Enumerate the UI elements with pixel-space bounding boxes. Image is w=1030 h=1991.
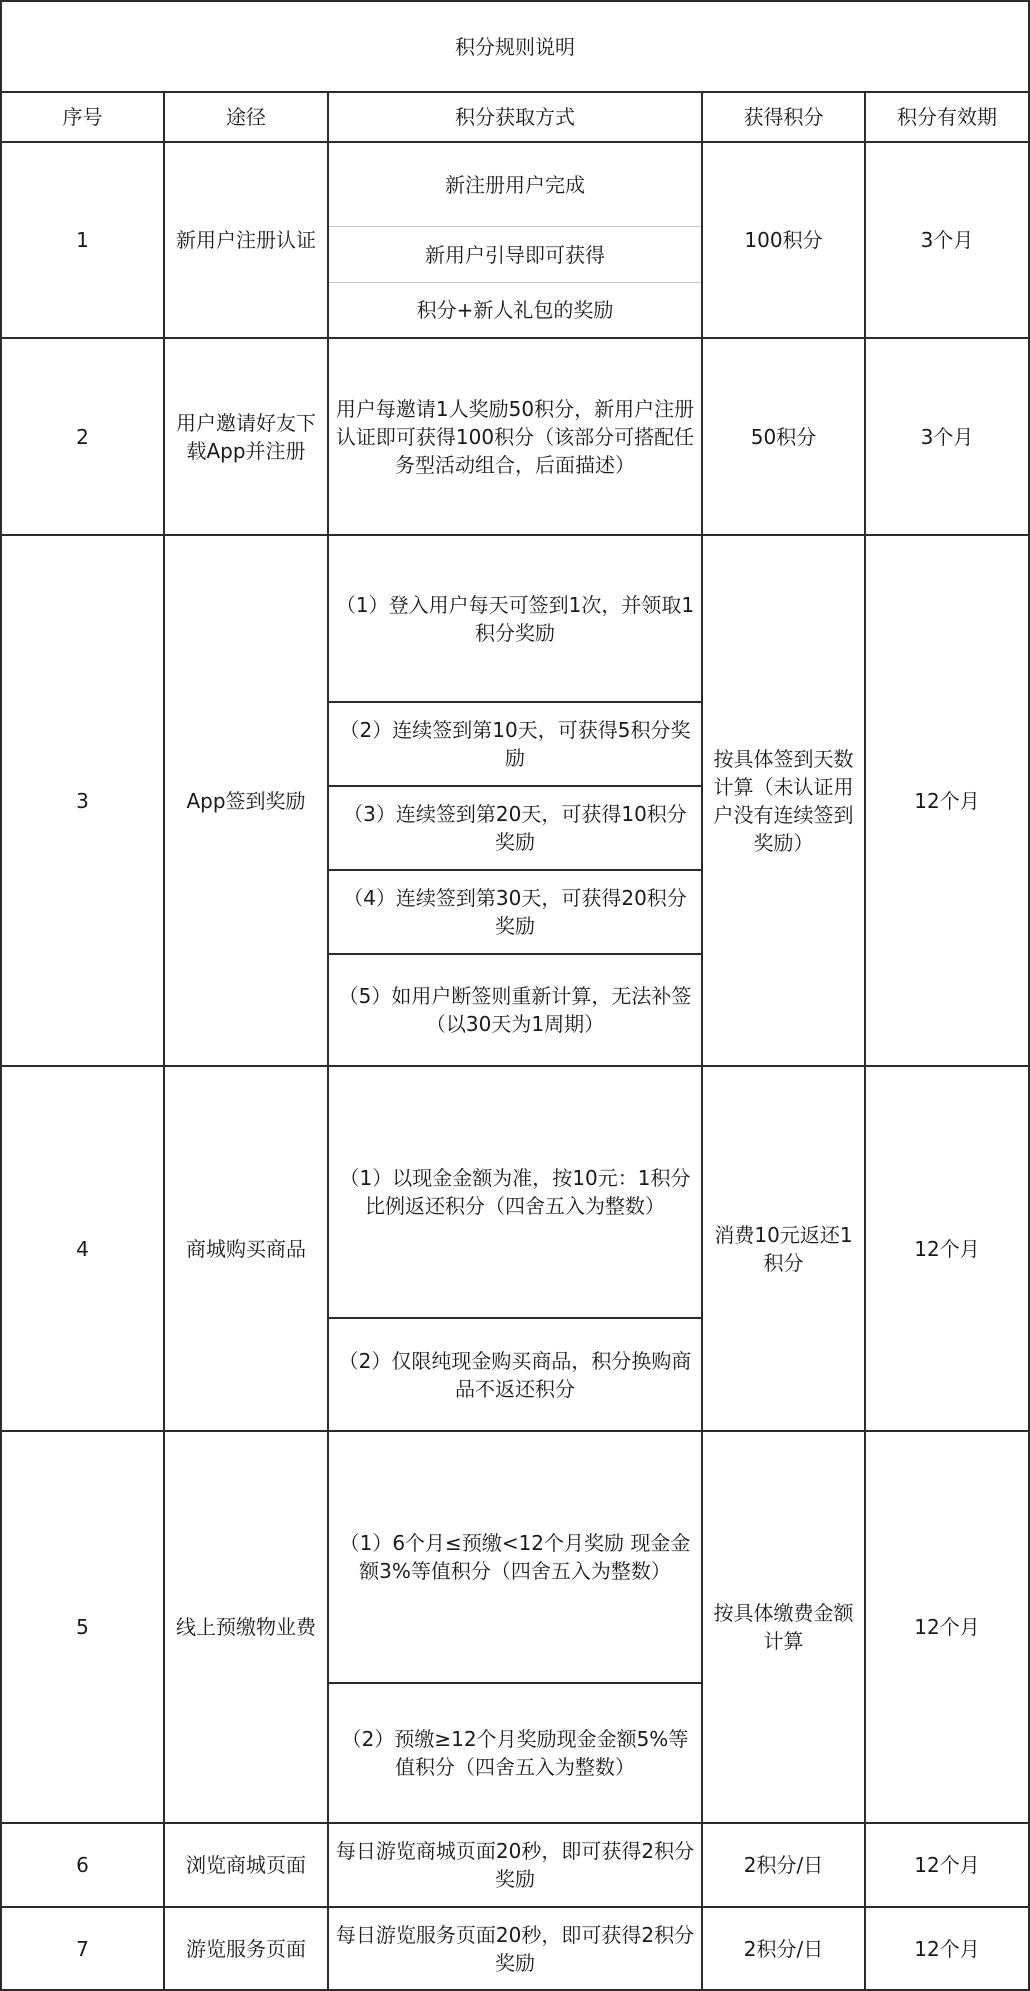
row-1-validity: 3个月 xyxy=(920,228,974,252)
row-1-method-2: 新用户引导即可获得 xyxy=(425,242,605,267)
header-points: 获得积分 xyxy=(743,105,824,129)
row-1-seq: 1 xyxy=(76,228,89,252)
row-4-channel: 商城购买商品 xyxy=(186,1236,306,1261)
row-3-channel: App签到奖励 xyxy=(186,788,306,813)
table-title: 积分规则说明 xyxy=(455,34,575,59)
row-2-channel: 用户邀请好友下载App并注册 xyxy=(176,410,316,463)
row-3-method-4: （4）连续签到第30天，可获得20积分奖励 xyxy=(343,886,687,938)
row-6-method-1: 每日游览商城页面20秒，即可获得2积分奖励 xyxy=(335,1839,695,1891)
row-2-points: 50积分 xyxy=(750,424,817,449)
row-5-validity: 12个月 xyxy=(914,1615,980,1639)
row-3-method-2: （2）连续签到第10天，可获得5积分奖励 xyxy=(339,718,691,770)
header-validity: 积分有效期 xyxy=(897,105,997,129)
row-1-method-3: 积分+新人礼包的奖励 xyxy=(416,298,614,322)
row-3-points: 按具体签到天数计算（未认证用户没有连续签到奖励） xyxy=(713,746,854,855)
row-7-points: 2积分/日 xyxy=(743,1936,824,1961)
row-5-points: 按具体缴费金额计算 xyxy=(713,1601,854,1653)
row-2-seq: 2 xyxy=(76,424,89,449)
row-5-seq: 5 xyxy=(76,1615,89,1639)
row-6-channel: 浏览商城页面 xyxy=(186,1853,306,1877)
row-4-seq: 4 xyxy=(76,1236,89,1261)
row-7-channel: 游览服务页面 xyxy=(186,1936,306,1961)
row-3-method-3: （3）连续签到第20天，可获得10积分奖励 xyxy=(343,802,687,854)
row-2-method-1: 用户每邀请1人奖励50积分，新用户注册认证即可获得100积分（该部分可搭配任务型活动组合，后面描述） xyxy=(335,396,695,477)
row-2-validity: 3个月 xyxy=(920,424,974,449)
row-3-seq: 3 xyxy=(76,788,89,813)
row-3-method-5: （5）如用户断签则重新计算，无法补签（以30天为1周期） xyxy=(338,984,692,1036)
row-4-method-1: （1）以现金金额为准，按10元：1积分比例返还积分（四舍五入为整数） xyxy=(339,1166,691,1218)
header-channel: 途径 xyxy=(226,105,266,129)
row-5-channel: 线上预缴物业费 xyxy=(176,1615,316,1639)
row-1-channel: 新用户注册认证 xyxy=(176,228,316,252)
row-1-method-1: 新注册用户完成 xyxy=(445,172,585,197)
row-1-points: 100积分 xyxy=(744,228,823,252)
header-method: 积分获取方式 xyxy=(455,105,575,129)
header-seq: 序号 xyxy=(62,105,103,129)
row-6-points: 2积分/日 xyxy=(743,1853,824,1877)
row-7-seq: 7 xyxy=(76,1936,89,1961)
row-3-validity: 12个月 xyxy=(914,788,980,813)
row-7-method-1: 每日游览服务页面20秒，即可获得2积分奖励 xyxy=(335,1922,695,1975)
row-6-validity: 12个月 xyxy=(914,1853,980,1877)
row-4-method-2: （2）仅限纯现金购买商品，积分换购商品不返还积分 xyxy=(338,1348,692,1401)
row-6-seq: 6 xyxy=(76,1853,89,1877)
row-3-method-1: （1）登入用户每天可签到1次，并领取1积分奖励 xyxy=(335,592,695,645)
row-4-validity: 12个月 xyxy=(914,1236,980,1261)
row-5-method-2: （2）预缴≥12个月奖励现金金额5%等值积分（四舍五入为整数） xyxy=(341,1727,689,1779)
row-7-validity: 12个月 xyxy=(914,1936,980,1961)
row-5-method-1: （1）6个月≤预缴<12个月奖励 现金金额3%等值积分（四舍五入为整数） xyxy=(339,1531,691,1583)
row-4-points: 消费10元返还1积分 xyxy=(714,1222,853,1275)
